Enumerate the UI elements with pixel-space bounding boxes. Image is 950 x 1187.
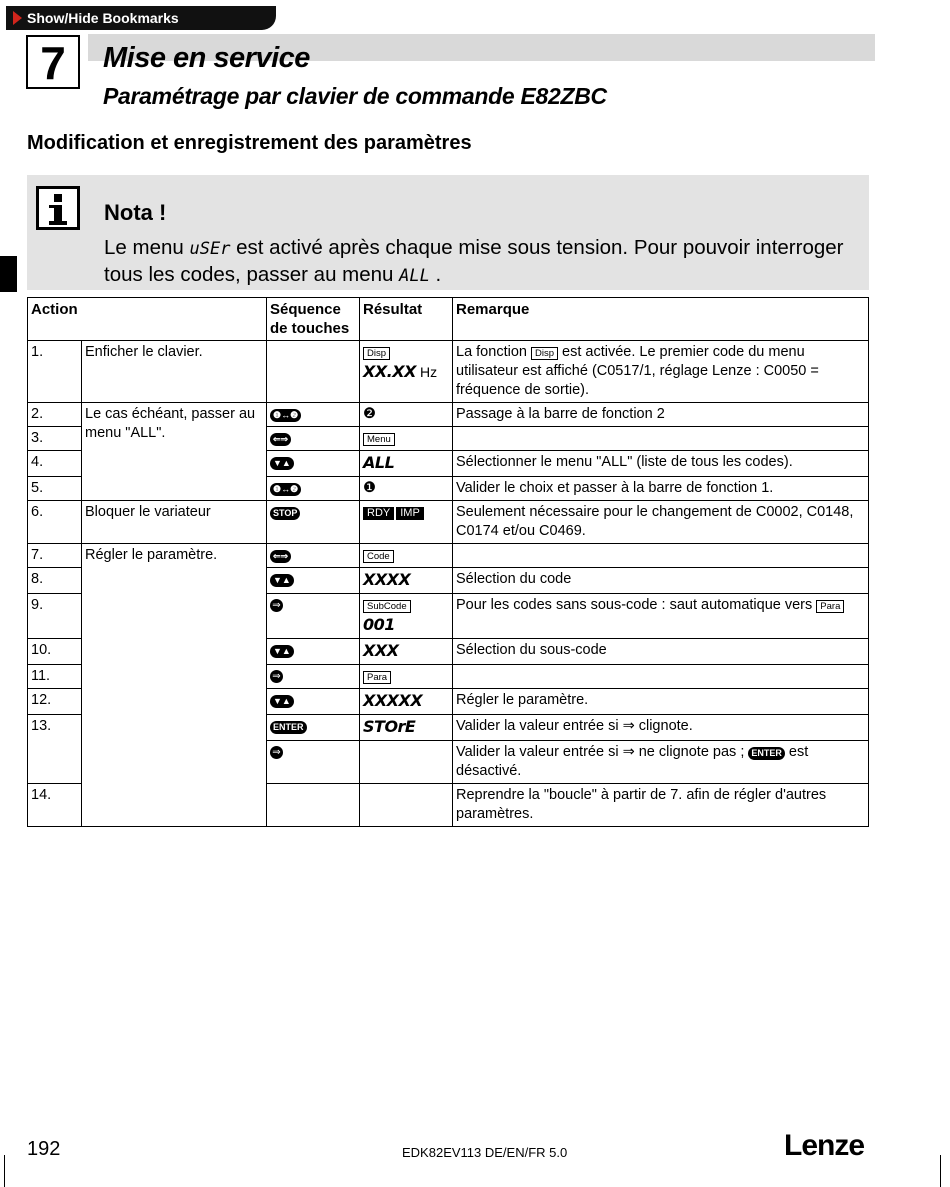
- key-updown-icon: ▼▲: [267, 639, 360, 665]
- key-updown-icon: ▼▲: [267, 451, 360, 477]
- enter-key-icon: ENTER: [748, 747, 785, 760]
- row-remark: [453, 427, 869, 451]
- row-action: Enficher le clavier.: [82, 341, 267, 403]
- key-enter-icon: ENTER: [267, 715, 360, 741]
- row-remark: Seulement nécessaire pour le changement de C0002, C0148, C0174 et/ou C0469.: [453, 501, 869, 544]
- row-remark: Sélection du code: [453, 568, 869, 594]
- row-result: ❶: [360, 477, 453, 501]
- row-number: 2.: [28, 403, 82, 427]
- row-result: [360, 784, 453, 827]
- key-right-icon: ⇒: [267, 665, 360, 689]
- row-remark: Valider le choix et passer à la barre de fonction 1.: [453, 477, 869, 501]
- table-row: [28, 341, 869, 403]
- chapter-number: 7: [26, 35, 80, 89]
- key-arrows-icon: ⇐⇒: [267, 427, 360, 451]
- side-marker: [0, 256, 17, 292]
- note-text: Le menu uSEr est activé après chaque mise sous tension. Pour pouvoir interroger tous les codes, passer au menu ALL .: [104, 236, 844, 286]
- row-number: 5.: [28, 477, 82, 501]
- triangle-right-icon: [13, 11, 22, 25]
- page-number: 192: [27, 1138, 61, 1160]
- parameter-table: [27, 297, 869, 827]
- row-result: Code: [360, 544, 453, 568]
- row-number: 3.: [28, 427, 82, 451]
- all-menu-code: ALL: [399, 266, 430, 286]
- row-number: 13.: [28, 715, 82, 784]
- crop-mark: [4, 1155, 5, 1187]
- row-result: RDY IMP: [360, 501, 453, 544]
- row-result: XXXX: [360, 568, 453, 594]
- header-remark: Remarque: [453, 298, 869, 341]
- page-title: Mise en service: [103, 42, 310, 74]
- bookmarks-label: Show/Hide Bookmarks: [27, 10, 179, 26]
- document-id: EDK82EV113 DE/EN/FR 5.0: [402, 1145, 568, 1160]
- row-result: XXXXX: [360, 689, 453, 715]
- row-remark: La fonction Disp est activée. Le premier code du menu utilisateur est affiché (C0517/1, réglage Lenze : C0050 = fréquence de sortie).: [453, 341, 869, 403]
- key-function-bar-icon: ❶↔❷: [267, 403, 360, 427]
- note-title: Nota !: [104, 200, 167, 225]
- header-result: Résultat: [360, 298, 453, 341]
- table-row: [28, 403, 869, 427]
- row-result: SubCode 001: [360, 594, 453, 639]
- row-remark: [453, 544, 869, 568]
- row-result: Disp XX.XX Hz: [360, 341, 453, 403]
- row-result: Para: [360, 665, 453, 689]
- key-right-icon: ⇒: [267, 594, 360, 639]
- row-number: 14.: [28, 784, 82, 827]
- row-number: 10.: [28, 639, 82, 665]
- row-remark: Valider la valeur entrée si ⇒ clignote.: [453, 715, 869, 741]
- row-keys: [267, 341, 360, 403]
- row-keys: [267, 784, 360, 827]
- row-remark: Reprendre la "boucle" à partir de 7. afin de régler d'autres paramètres.: [453, 784, 869, 827]
- row-result: ❷: [360, 403, 453, 427]
- row-result: STOrE: [360, 715, 453, 741]
- page-subtitle: Paramétrage par clavier de commande E82ZBC: [103, 83, 607, 109]
- header-sequence: Séquence de touches: [267, 298, 360, 341]
- row-number: 6.: [28, 501, 82, 544]
- lenze-logo: Lenze: [784, 1129, 865, 1162]
- row-remark: Passage à la barre de fonction 2: [453, 403, 869, 427]
- note-box: [27, 175, 869, 290]
- table-header-row: [28, 298, 869, 341]
- row-result: ALL: [360, 451, 453, 477]
- row-action: Le cas échéant, passer au menu "ALL".: [82, 403, 267, 501]
- row-number: 8.: [28, 568, 82, 594]
- row-action: Bloquer le variateur: [82, 501, 267, 544]
- crop-mark: [940, 1155, 941, 1187]
- row-number: 11.: [28, 665, 82, 689]
- row-result: [360, 741, 453, 784]
- row-remark: Valider la valeur entrée si ⇒ ne clignote pas ; ENTER est désactivé.: [453, 741, 869, 784]
- key-stop-icon: STOP: [267, 501, 360, 544]
- row-remark: Sélection du sous-code: [453, 639, 869, 665]
- row-remark: Pour les codes sans sous-code : saut automatique vers Para: [453, 594, 869, 639]
- header-action: Action: [28, 298, 267, 341]
- row-number: 9.: [28, 594, 82, 639]
- row-remark: [453, 665, 869, 689]
- row-action: Régler le paramètre.: [82, 544, 267, 827]
- section-heading: Modification et enregistrement des paramètres: [27, 132, 472, 154]
- row-number: 1.: [28, 341, 82, 403]
- row-result: XXX: [360, 639, 453, 665]
- key-updown-icon: ▼▲: [267, 689, 360, 715]
- show-hide-bookmarks-tab[interactable]: [6, 6, 276, 30]
- key-right-icon: ⇒: [267, 741, 360, 784]
- info-icon: [36, 186, 80, 230]
- row-number: 4.: [28, 451, 82, 477]
- key-arrows-icon: ⇐⇒: [267, 544, 360, 568]
- table-row: [28, 501, 869, 544]
- row-remark: Régler le paramètre.: [453, 689, 869, 715]
- row-remark: Sélectionner le menu "ALL" (liste de tous les codes).: [453, 451, 869, 477]
- key-function-bar-icon: ❶↔❷: [267, 477, 360, 501]
- key-updown-icon: ▼▲: [267, 568, 360, 594]
- table-row: [28, 544, 869, 568]
- row-number: 12.: [28, 689, 82, 715]
- user-menu-code: uSEr: [189, 239, 231, 259]
- row-result: Menu: [360, 427, 453, 451]
- row-number: 7.: [28, 544, 82, 568]
